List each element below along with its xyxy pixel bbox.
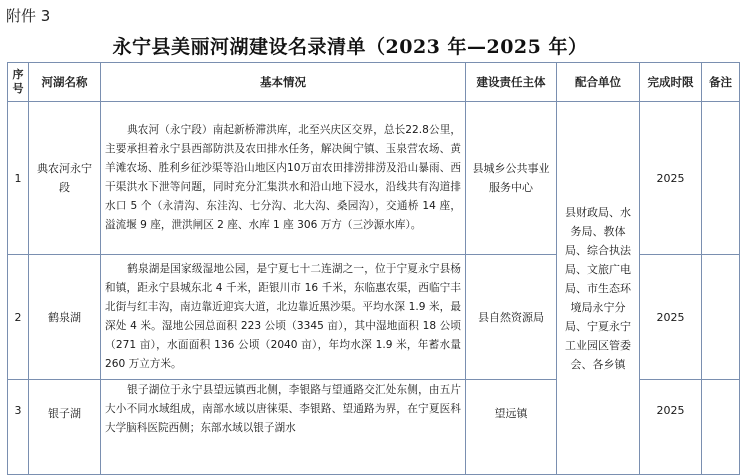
attachment-label: 附件 3: [6, 7, 51, 25]
row-time: 2025: [640, 255, 702, 380]
table-row: [8, 102, 740, 255]
row-name: 典农河永宁段: [29, 102, 101, 255]
row-seq: 1: [8, 102, 29, 255]
row-note: [702, 102, 740, 255]
row-desc-text: 鹤泉湖是国家级湿地公园，是宁夏七十二连湖之一，位于宁夏永宁县杨和镇，距永宁县城东北 4 千米，距银川市 16 千米，东临惠农渠，西临宁丰北街与红丰沟，南边靠近迎宾大道，北边靠近黑沙渠。平均水深 1.9 米，最深处 4 米。湿地公园总面积 223 公顷（3345 亩），其中湿地面积 18 公顷（271 亩），水面面积 136 公顷（2040 亩），年均水深 1.9 米，年蓄水量 260 万立方米。: [105, 263, 461, 370]
row-desc: [101, 102, 466, 255]
header-resp: 建设责任主体: [466, 63, 557, 102]
row-time: 2025: [640, 380, 702, 475]
row-seq: 2: [8, 255, 29, 380]
row-name: 银子湖: [29, 380, 101, 475]
header-note: 备注: [702, 63, 740, 102]
row-name: 鹤泉湖: [29, 255, 101, 380]
header-coop: 配合单位: [557, 63, 640, 102]
row-desc: [101, 255, 466, 380]
row-time: 2025: [640, 102, 702, 255]
row-resp: 望远镇: [466, 380, 557, 475]
row-desc-text: 银子湖位于永宁县望远镇西北侧，李银路与望通路交汇处东侧，由五片大小不同水域组成，南部水域以唐徕渠、李银路、望通路为界，在宁夏医科大学脑科医院西侧；东部水域以银子湖水: [105, 384, 461, 434]
row-note: [702, 380, 740, 475]
header-seq: 序号: [8, 63, 29, 102]
row-resp: 县自然资源局: [466, 255, 557, 380]
header-time: 完成时限: [640, 63, 702, 102]
table-header-row: [8, 63, 740, 102]
row-note: [702, 255, 740, 380]
row-seq: 3: [8, 380, 29, 475]
page-title: 永宁县美丽河湖建设名录清单（2023 年—2025 年）: [112, 36, 588, 58]
coop-units: 县财政局、水务局、教体局、综合执法局、文旅广电局、市生态环境局永宁分局、宁夏永宁工业园区管委会、各乡镇: [557, 102, 640, 475]
row-resp: 县城乡公共事业服务中心: [466, 102, 557, 255]
row-desc-text: 典农河（永宁段）南起新桥滞洪库，北至兴庆区交界，总长22.8公里，主要承担着永宁县西部防洪及农田排水任务，解决闽宁镇、玉泉营农场、黄羊滩农场、胜利乡征沙渠等沿山地区内10万亩农田排涝排涝及沿山暴雨、西干渠洪水下泄等问题，同时充分汇集洪水和沿山地下浸水，沿线共有沟道排水口 5 个（永清沟、东洼沟、七分沟、北大沟、桑园沟），交通桥 14 座，溢流堰 9 座，泄洪闸区 2 座、水库 1 座 306 万方（三沙源水库）。: [105, 124, 461, 231]
river-lake-table: [7, 62, 740, 475]
header-name: 河湖名称: [29, 63, 101, 102]
row-desc: [101, 380, 466, 475]
header-desc: 基本情况: [101, 63, 466, 102]
